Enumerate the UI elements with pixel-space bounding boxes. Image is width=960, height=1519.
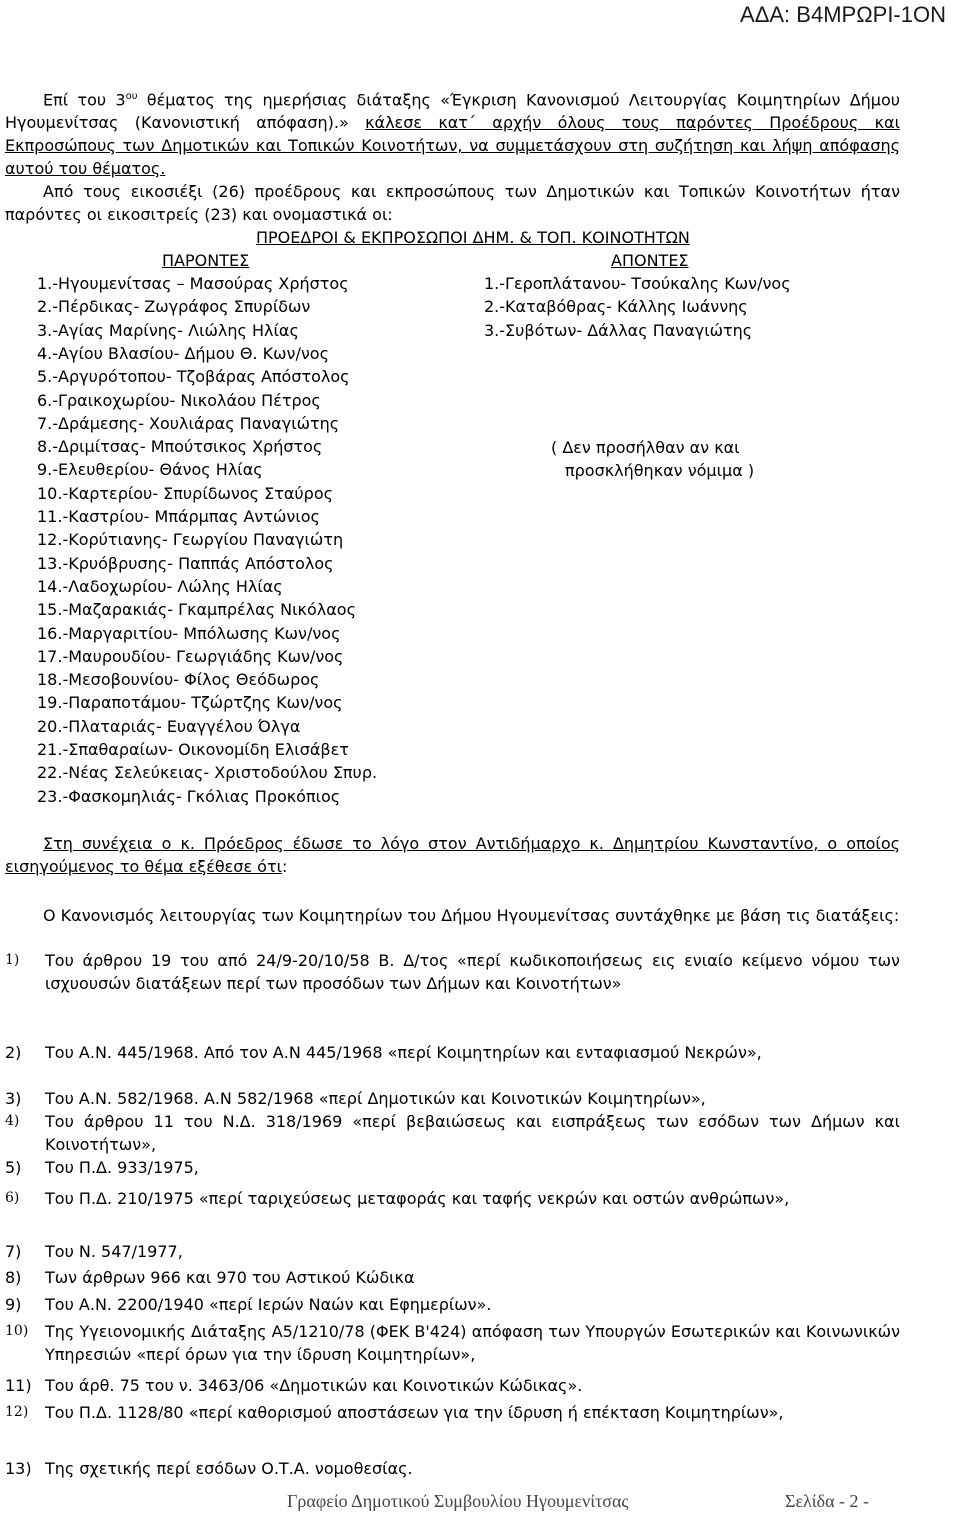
present-header: ΠΑΡΟΝΤΕΣ xyxy=(162,251,250,270)
footer-office: Γραφείο Δημοτικού Συμβουλίου Ηγουμενίτσας xyxy=(287,1491,629,1511)
absent-member-row: 3.-Συβότων- Δάλλας Παναγιώτης xyxy=(484,320,753,340)
provision-text: Του Π.Δ. 933/1975, xyxy=(45,1158,199,1177)
present-member-row: 6.-Γραικοχωρίου- Νικολάου Πέτρος xyxy=(37,390,321,410)
provision-number: 6) xyxy=(5,1190,20,1206)
attendance-heading: ΠΡΟΕΔΡΟΙ & ΕΚΠΡΟΣΩΠΟΙ ΔΗΜ. & ΤΟΠ. ΚΟΙΝΟΤΗΤΩΝ xyxy=(256,228,690,247)
provision-text: Του άρθ. 75 του ν. 3463/06 «Δημοτικών και Κοινοτικών Κώδικας». xyxy=(45,1376,583,1395)
absent-member-row: 1.-Γεροπλάτανου- Τσούκαλης Κων/νος xyxy=(484,274,791,293)
continuation-paragraph xyxy=(5,832,900,878)
present-member-row: 21.-Σπαθαραίων- Οικονομίδη Ελισάβετ xyxy=(37,740,349,759)
provision-number: 1) xyxy=(5,952,20,968)
provision-text: Των άρθρων 966 και 970 του Αστικού Κώδικα xyxy=(45,1268,415,1287)
provision-text: Του Α.Ν. 445/1968. Από τον Α.Ν 445/1968 «περί Κοιμητηρίων και ενταφιασμού Νεκρών», xyxy=(45,1043,762,1062)
provision-text: Του άρθρου 11 του Ν.Δ. 318/1969 «περί βεβαιώσεως και εισπράξεως των εσόδων των Δήμων και Κοινοτήτων», xyxy=(45,1112,900,1154)
regulation-intro-text: Ο Κανονισμός λειτουργίας των Κοιμητηρίων του Δήμου Ηγουμενίτσας συντάχθηκε με βάση τις διατάξεις: xyxy=(43,906,900,925)
provision-number: 13) xyxy=(5,1459,32,1478)
present-member-row: 1.-Ηγουμενίτσας – Μασούρας Χρήστος xyxy=(37,274,349,293)
present-member-row: 15.-Μαζαρακιάς- Γκαμπρέλας Νικόλαος xyxy=(37,600,356,620)
present-member-row: 13.-Κρυόβρυσης- Παππάς Απόστολος xyxy=(37,553,334,573)
absent-note-1: ( Δεν προσήλθαν αν και xyxy=(551,438,740,457)
provision-text: Του Π.Δ. 210/1975 «περί ταριχεύσεως μεταφοράς και ταφής νεκρών και οστών ανθρώπων», xyxy=(45,1189,790,1208)
present-member-row: 2.-Πέρδικας- Ζωγράφος Σπυρίδων xyxy=(37,297,311,317)
provision-number: 2) xyxy=(5,1043,22,1062)
present-member-row: 23.-Φασκομηλιάς- Γκόλιας Προκόπιος xyxy=(37,786,341,806)
present-member-row: 17.-Μαυρουδίου- Γεωργιάδης Κων/νος xyxy=(37,646,344,666)
intro-sup: ου xyxy=(125,91,138,102)
regulation-intro xyxy=(5,904,900,927)
provision-item xyxy=(5,1156,900,1179)
provision-number: 11) xyxy=(5,1376,32,1395)
provision-text: Του Α.Ν. 582/1968. Α.Ν 582/1968 «περί Δημοτικών και Κοινοτικών Κοιμητηρίων», xyxy=(45,1089,706,1108)
provision-number: 8) xyxy=(5,1268,22,1287)
continuation-text: Στη συνέχεια ο κ. Πρόεδρος έδωσε το λόγο στον Αντιδήμαρχο κ. Δημητρίου Κωνσταντίνο, ο οποίος εισηγούμενος το θέμα εξέθεσε ότι xyxy=(5,834,900,876)
provision-item xyxy=(5,1110,900,1156)
intro-underlined: κάλεσε κατ΄ αρχήν όλους τους παρόντες Προέδρους και Εκπροσώπους των Δημοτικών και Τοπικών Κοινοτήτων, να συμμετάσχουν στη συζήτηση και λήψη απόφασης αυτού του θέματος. xyxy=(5,113,901,179)
present-member-row: 19.-Παραποτάμου- Τζώρτζης Κων/νος xyxy=(37,693,343,713)
continuation-colon: : xyxy=(282,857,288,876)
provision-item xyxy=(5,1457,900,1480)
present-member-row: 11.-Καστρίου- Μπάρμπας Αντώνιος xyxy=(37,507,320,526)
provision-number: 3) xyxy=(5,1089,22,1108)
present-member-row: 10.-Καρτερίου- Σπυρίδωνος Σταύρος xyxy=(37,483,334,503)
present-member-row: 3.-Αγίας Μαρίνης- Λιώλης Ηλίας xyxy=(37,320,299,340)
present-member-row: 14.-Λαδοχωρίου- Λώλης Ηλίας xyxy=(37,576,283,596)
provision-number: 9) xyxy=(5,1295,22,1314)
provision-item xyxy=(5,1320,900,1366)
present-member-row: 8.-Δριμίτσας- Μπούτσικος Χρήστος xyxy=(37,437,323,457)
provision-text: Του Α.Ν. 2200/1940 «περί Ιερών Ναών και Εφημερίων». xyxy=(45,1295,492,1314)
provision-number: 12) xyxy=(5,1404,29,1420)
ada-code: ΑΔΑ: Β4ΜΡΩΡΙ-1ΟΝ xyxy=(740,2,946,27)
present-member-row: 9.-Ελευθερίου- Θάνος Ηλίας xyxy=(37,460,263,480)
present-member-row: 4.-Αγίου Βλασίου- Δήμου Θ. Κων/νος xyxy=(37,343,329,363)
absent-note-2: προσκλήθηκαν νόμιμα ) xyxy=(565,461,755,480)
provision-text: Του Π.Δ. 1128/80 «περί καθορισμού αποστάσεων για την ίδρυση ή επέκταση Κοιμητηρίων», xyxy=(45,1403,784,1422)
provision-item xyxy=(5,1240,900,1263)
present-member-row: 12.-Κορύτιανης- Γεωργίου Παναγιώτη xyxy=(37,530,344,550)
provision-text: Της Υγειονομικής Διάταξης Α5/1210/78 (ΦΕΚ Β'424) απόφαση των Υπουργών Εσωτερικών και Κοινωνικών Υπηρεσιών «περί όρων για την ίδρυση Κοιμητηρίων», xyxy=(45,1322,900,1364)
present-member-row: 7.-Δράμεσης- Χουλιάρας Παναγιώτης xyxy=(37,413,340,433)
provision-text: Του άρθρου 19 του από 24/9-20/10/58 Β. Δ/τος «περί κωδικοποιήσεως εις ενιαίο κείμενο νόμου των ισχυουσών διατάξεων περί των προσόδων των Δήμων και Κοινοτήτων» xyxy=(45,951,900,993)
present-member-row: 18.-Μεσοβουνίου- Φίλος Θεόδωρος xyxy=(37,670,320,690)
provision-item xyxy=(5,949,900,995)
provision-item xyxy=(5,1374,900,1397)
intro-text-2: Από τους εικοσιέξι (26) προέδρους και εκπροσώπους των Δημοτικών και Τοπικών Κοινοτήτων ήταν παρόντες οι εικοσιτρείς (23) και ονομαστικά οι: xyxy=(5,182,900,224)
intro-text-b: θέματος της ημερήσιας διάταξης «Έγκριση Κανονισμού Λειτουργίας Κοιμητηρίων Δήμου Ηγουμενίτσας (Κανονιστική απόφαση).» xyxy=(5,90,901,133)
intro-text-a: Επί του 3 xyxy=(43,90,126,110)
provision-number: 7) xyxy=(5,1242,22,1261)
intro-paragraph-2 xyxy=(5,180,900,226)
absent-header: ΑΠΟΝΤΕΣ xyxy=(611,251,689,270)
provision-item xyxy=(5,1187,900,1210)
provision-number: 4) xyxy=(5,1113,20,1129)
provision-item xyxy=(5,1041,900,1064)
provision-text: Του Ν. 547/1977, xyxy=(45,1242,183,1261)
provision-number: 5) xyxy=(5,1158,22,1177)
present-member-row: 5.-Αργυρότοπου- Τζοβάρας Απόστολος xyxy=(37,367,350,387)
provision-number: 10) xyxy=(5,1323,29,1339)
provision-item xyxy=(5,1401,900,1424)
provision-text: Της σχετικής περί εσόδων Ο.Τ.Α. νομοθεσίας. xyxy=(45,1459,413,1478)
provision-item xyxy=(5,1266,900,1289)
footer-page-number: Σελίδα - 2 - xyxy=(785,1491,870,1511)
present-member-row: 16.-Μαργαριτίου- Μπόλωσης Κων/νος xyxy=(37,623,341,643)
intro-paragraph-1 xyxy=(5,85,900,180)
provision-item xyxy=(5,1293,900,1316)
provision-item xyxy=(5,1087,900,1110)
present-member-row: 20.-Πλαταριάς- Ευαγγέλου Όλγα xyxy=(37,716,301,736)
present-member-row: 22.-Νέας Σελεύκειας- Χριστοδούλου Σπυρ. xyxy=(37,763,378,783)
absent-member-row: 2.-Καταβόθρας- Κάλλης Ιωάννης xyxy=(484,297,748,317)
